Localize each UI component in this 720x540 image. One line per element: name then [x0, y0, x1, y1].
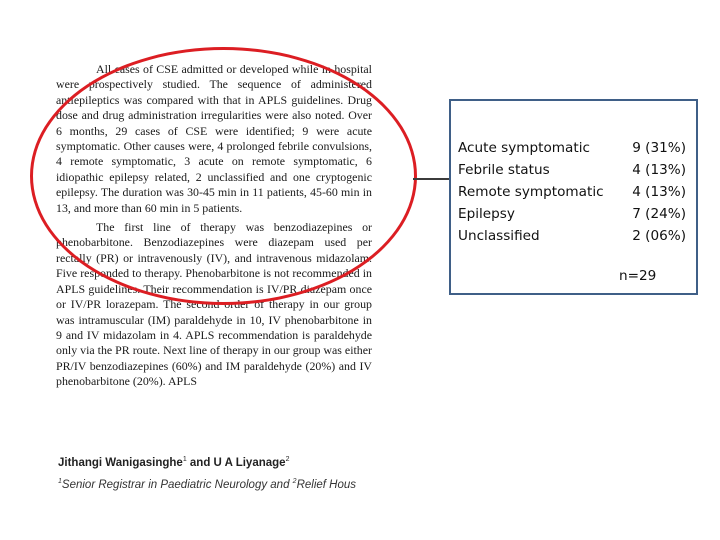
affiliation-mark-1: 1	[58, 478, 62, 485]
author-2-mark: 2	[285, 456, 290, 463]
affiliation-mark-2: 2	[292, 478, 297, 485]
author-2-name: and U A Liyanage	[186, 456, 286, 469]
summary-value: 9 (31%)	[632, 140, 686, 156]
summary-value: 7 (24%)	[632, 206, 686, 222]
summary-row-acute	[458, 137, 686, 159]
affiliation-line	[58, 478, 356, 491]
summary-total: n=29	[619, 268, 657, 284]
summary-label: Unclassified	[458, 228, 540, 244]
affiliation-text-2: Relief Hous	[296, 478, 357, 491]
summary-row-febrile	[458, 159, 686, 181]
summary-value: 4 (13%)	[632, 184, 686, 200]
article-paragraph-1: All cases of CSE admitted or developed while in hospital were prospectively studied. The sequence of administered antiepileptics was compared with that in APLS guidelines. Drug dose and drug administration irregularities were also noted. Over 6 months, 29 cases of CSE were identified; 9 were acute symptomatic. Other causes were, 4 prolonged febrile convulsions, 4 remote symptomatic, 3 acute on remote symptomatic, 6 idiopathic epilepsy related, 2 unclassified and one cryptogenic epilepsy. The duration was 30-45 min in 11 patients, 45-60 min in 13, and more than 60 min in 5 patients.	[56, 62, 372, 215]
affiliation-text-1: Senior Registrar in Paediatric Neurology and	[61, 478, 293, 491]
summary-row-remote	[458, 181, 686, 203]
summary-label: Epilepsy	[458, 206, 515, 222]
summary-label: Remote symptomatic	[458, 184, 604, 200]
summary-row-epilepsy	[458, 203, 686, 225]
summary-label: Febrile status	[458, 162, 550, 178]
article-paragraph-2: The first line of therapy was benzodiazepines or phenobarbitone. Benzodiazepines were diazepam used per rectally (PR) or intravenously (IV), and intravenous midazolam. Five responded to therapy. Phenobarbitone is not recommended in APLS guidelines. Their recommendation is IV/PR diazepam once or IV/PR lorazepam. The second order of therapy in our group was intramuscular (IM) paraldehyde in 10, IV phenobarbitone in 9 and IV midazolam in 4. APLS recommendation is paraldehyde only via the PR route. Next line of therapy in our group was either PR/IV benzodiazepines (60%) and IM paraldehyde (20%) and IV phenobarbitone (20%). APLS	[56, 220, 372, 389]
author-1-mark: 1	[182, 456, 187, 463]
author-1-name: Jithangi Wanigasinghe	[58, 456, 183, 469]
summary-value: 2 (06%)	[632, 228, 686, 244]
summary-box	[449, 99, 698, 295]
author-line	[58, 456, 289, 469]
summary-value: 4 (13%)	[632, 162, 686, 178]
connector-line	[413, 178, 449, 180]
summary-label: Acute symptomatic	[458, 140, 590, 156]
summary-row-unclassified	[458, 225, 686, 247]
highlight-oval	[30, 47, 417, 305]
